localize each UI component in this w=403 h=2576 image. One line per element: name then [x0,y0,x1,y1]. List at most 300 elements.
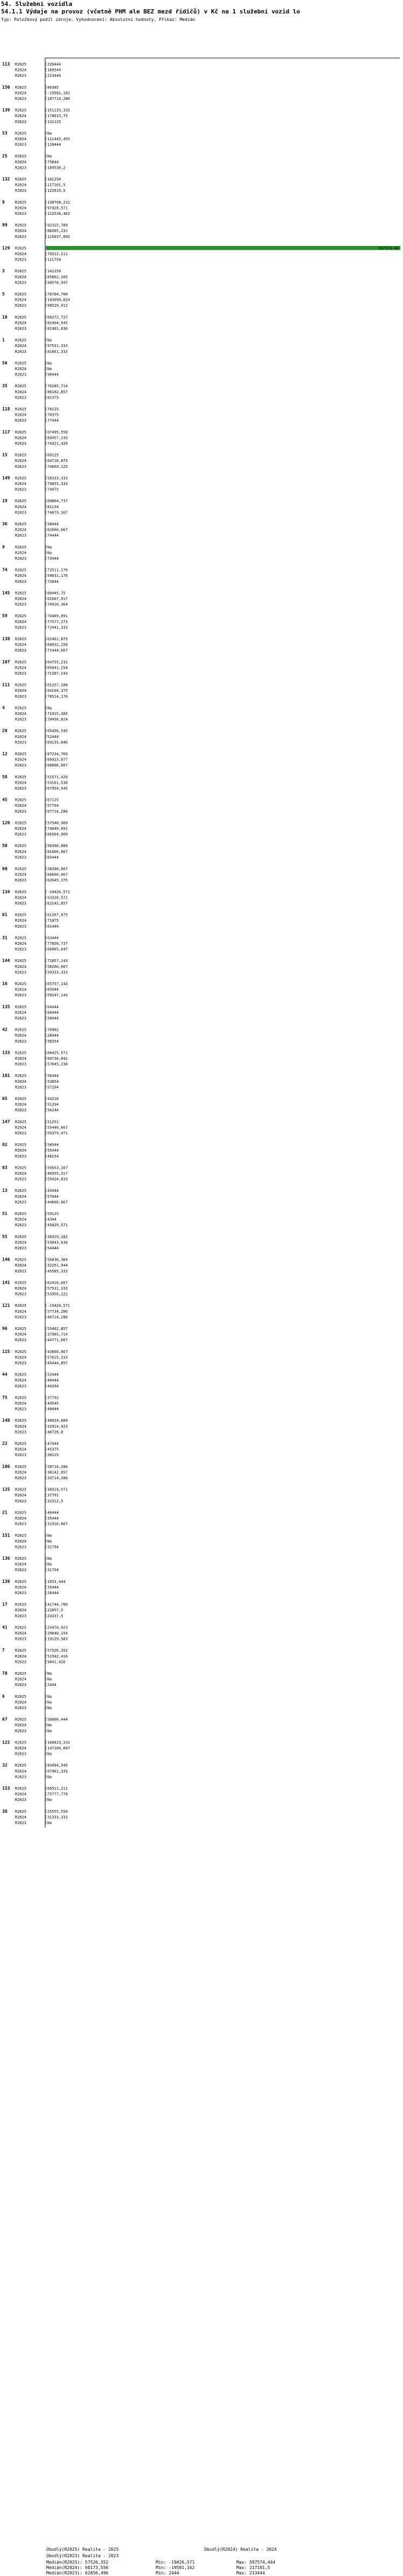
row-label: R2023 [15,1453,27,1458]
value-label: 111445,455 [47,137,70,141]
row-label: R2024 [15,1585,27,1590]
row-label: R2023 [15,717,27,722]
row-label: R2023 [15,1315,27,1320]
value-label: 80385 [47,85,59,90]
value-label: 46444 [47,1378,59,1383]
row-label: R2025 [15,913,27,917]
row-label: R2025 [15,660,27,664]
row-label: R2024 [15,987,27,992]
value-label: 58544 [47,1142,59,1147]
row-label: R2025 [15,1189,27,1193]
group-label: 55 [2,1234,8,1239]
row-label: R2024 [15,274,27,279]
row-label: R2025 [15,476,27,481]
value-label: Na [47,1533,52,1538]
group-label: 16 [2,981,8,986]
group-label: 135 [2,1004,10,1009]
row-label: R2025 [15,1004,27,1009]
row-label: R2023 [15,119,27,124]
value-label: 70514,176 [47,694,68,699]
group-label: 50 [2,843,8,849]
legend-r2025: Úbodlý(R2025) Realita - 2025 [46,2547,119,2552]
row-label: R2023 [15,740,27,745]
row-label: R2024 [15,1263,27,1268]
value-label: 97531,333 [47,344,68,349]
max-r2024: Max: 217101,5 [236,2565,270,2570]
row-label: R2024 [15,1723,27,1728]
group-label: 149 [2,475,10,481]
value-label: 79055,333 [47,482,68,486]
row-label: R2023 [15,464,27,469]
row-label: R2024 [15,389,27,394]
value-label: 69804,737 [47,499,68,504]
value-label: 65456,545 [47,729,68,734]
value-label: 62416,667 [47,1280,68,1285]
row-label: R2025 [15,1648,27,1653]
value-label: 59631,176 [47,574,68,578]
value-label: 51294 [47,1102,59,1107]
row-label: R2024 [15,1562,27,1567]
row-label: R2023 [15,1728,27,1733]
value-label: 37792 [47,1395,59,1400]
row-label: R2024 [15,1102,27,1107]
row-label: R2023 [15,579,27,584]
value-label: Na [47,551,52,555]
group-label: 13 [2,1188,8,1193]
row-label: R2024 [15,918,27,923]
group-label: 117 [2,429,10,435]
value-label: 32312,5 [47,1499,63,1503]
value-label: 62461,875 [47,637,68,641]
row-label: R2025 [15,1372,27,1377]
row-label: R2025 [15,1442,27,1446]
row-label: R2023 [15,1223,27,1228]
value-label: 31916,667 [47,1522,68,1526]
value-label: 68666,667 [47,763,68,768]
value-label: 57794 [47,804,59,808]
value-label: 55444 [47,1148,59,1153]
row-label: R2024 [15,574,27,578]
value-label: 107714,286 [47,97,70,101]
row-label: R2023 [15,1407,27,1412]
value-label: 29040,154 [47,1631,68,1636]
row-label: R2025 [15,200,27,205]
value-label: 55024,833 [47,1177,68,1182]
group-label: 56 [2,360,8,366]
legend-r2023: Úbodlý(R2023) Realita - 2023 [46,2553,119,2558]
row-label: R2025 [15,430,27,435]
value-label: 45829,571 [47,1223,68,1228]
value-label: 77856,737 [47,942,68,946]
row-label: R2025 [15,844,27,849]
value-label: 40444 [47,1510,59,1515]
value-label: 45585,333 [47,1269,68,1273]
row-label: R2024 [15,1516,27,1521]
value-label: 125037,895 [47,234,70,239]
row-label: R2024 [15,1493,27,1498]
value-label: 54444 [47,1246,59,1250]
value-label: 50000,444 [47,1717,68,1722]
value-label: 131125 [47,119,61,124]
value-label: 70910,364 [47,602,68,607]
row-label: R2024 [15,551,27,555]
row-label: R2025 [15,223,27,228]
row-label: R2025 [15,453,27,458]
value-label: 74321,429 [47,442,68,446]
row-label: R2024 [15,1194,27,1199]
row-label: R2024 [15,1125,27,1130]
row-label: R2023 [15,1752,27,1756]
group-label: 31 [2,935,8,940]
group-label: 6 [2,1694,5,1699]
row-label: R2024 [15,504,27,509]
chart-footer [0,2546,403,2575]
row-label: R2025 [15,85,27,90]
row-label: R2023 [15,556,27,561]
value-label: 71444,667 [47,648,68,653]
row-label: R2024 [15,849,27,854]
row-label: R2025 [15,936,27,940]
value-label: 228444 [47,62,61,67]
median-r2023: Medián(R2023): 62856,496 [46,2571,109,2575]
value-label: 60444 [47,1010,59,1015]
value-label: 64104,375 [47,689,68,693]
group-label: 3 [2,269,5,274]
value-label: Na [47,1706,52,1710]
row-label: R2023 [15,1568,27,1573]
value-label: 62645,375 [47,878,68,883]
row-label: R2024 [15,344,27,349]
value-label: 51942,416 [47,1654,68,1659]
value-label: 57540,909 [47,821,68,826]
row-label: R2025 [15,798,27,802]
row-label: R2025 [15,1327,27,1331]
group-label: 129 [2,245,10,251]
value-label: 25555,556 [47,1809,68,1814]
value-label: 38125 [47,1453,59,1458]
row-label: R2025 [15,315,27,320]
row-label: R2023 [15,1384,27,1388]
row-label: R2023 [15,1338,27,1343]
row-label: R2025 [15,637,27,641]
row-label: R2023 [15,1591,27,1595]
value-label: 67495,556 [47,430,68,435]
row-label: R2023 [15,74,27,78]
value-label: Na [47,1798,52,1803]
group-label: 59 [2,613,8,619]
value-label: 56444 [47,1074,59,1079]
row-label: R2024 [15,367,27,371]
row-label: R2025 [15,292,27,296]
row-label: R2025 [15,1464,27,1469]
group-label: 107 [2,659,10,664]
value-label: 60425,571 [47,1051,68,1055]
row-label: R2023 [15,832,27,837]
row-label: R2025 [15,568,27,573]
value-label: 19129,583 [47,1637,68,1641]
row-label: R2025 [15,683,27,688]
row-label: R2024 [15,183,27,187]
value-label: 82375 [47,395,59,400]
row-label: R2023 [15,327,27,331]
value-label: 53956,222 [47,1292,68,1297]
row-label: R2025 [15,1304,27,1308]
group-label: 115 [2,1349,10,1354]
value-label: 60445,75 [47,591,66,596]
value-label: 122538,462 [47,212,70,216]
row-label: R2023 [15,395,27,400]
row-label: R2024 [15,1286,27,1291]
value-label: 71287,143 [47,671,68,676]
row-label: R2025 [15,1487,27,1492]
group-label: 118 [2,407,10,411]
group-label: 15 [2,452,8,458]
value-label: 71857,143 [47,959,68,964]
row-label: R2024 [15,1815,27,1820]
group-label: 151 [2,1533,10,1538]
value-label: 38142,857 [47,1470,68,1475]
row-label: R2025 [15,867,27,871]
row-label: R2023 [15,1200,27,1205]
value-label: 128444 [47,142,61,147]
group-label: 145 [2,590,10,596]
value-label: -19581,162 [47,91,70,96]
value-label: 53101,538 [47,780,68,785]
row-label: R2025 [15,1533,27,1538]
value-label: 73444 [47,556,59,561]
value-label: 151133,333 [47,108,70,113]
row-label: R2025 [15,1051,27,1055]
group-label: 101 [2,1073,10,1079]
value-label: 57645,238 [47,1062,68,1067]
value-label: 76764,706 [47,292,68,296]
value-label: 217101,5 [47,183,66,187]
row-label: R2025 [15,1786,27,1791]
row-label: R2024 [15,1332,27,1337]
row-label: R2023 [15,1085,27,1090]
row-label: R2025 [15,1671,27,1676]
value-label: 36919,571 [47,1487,68,1492]
row-label: R2023 [15,878,27,883]
value-label: 57294 [47,1085,59,1090]
row-label: R2023 [15,1361,27,1365]
row-label: R2025 [15,1349,27,1354]
row-label: R2025 [15,1419,27,1423]
value-label: 31794 [47,1545,59,1550]
row-label: R2024 [15,459,27,464]
value-label: 58444 [47,522,59,526]
value-label: 31333,333 [47,1815,68,1820]
row-label: R2023 [15,1108,27,1113]
row-label: R2025 [15,338,27,343]
row-label: R2025 [15,1395,27,1400]
row-label: R2024 [15,413,27,417]
group-label: 122 [2,1740,10,1745]
row-label: R2025 [15,499,27,504]
value-label: 58266,667 [47,964,68,969]
row-label: R2024 [15,1700,27,1705]
row-label: R2023 [15,189,27,193]
value-label: 52444 [47,734,59,739]
value-label: 58254 [47,1039,59,1044]
row-label: R2023 [15,303,27,308]
row-label: R2025 [15,1142,27,1147]
group-label: 22 [2,1441,8,1446]
value-label: 32914,923 [47,1424,68,1429]
value-label: 76285,714 [47,384,68,389]
group-label: 126 [2,820,10,826]
value-label: 4344 [47,1217,56,1222]
value-label: 81666,667 [47,849,68,854]
group-label: 5 [2,292,5,296]
row-label: R2024 [15,436,27,440]
value-label: 70456,824 [47,717,68,722]
group-label: 146 [2,1257,10,1262]
group-label: 75 [2,1395,8,1400]
value-label: 61267,875 [47,913,68,917]
max-r2025: Max: 597574,444 [236,2560,276,2565]
row-label: R2023 [15,1430,27,1435]
value-label: 63444 [47,936,59,940]
row-label: R2024 [15,780,27,785]
value-label: 147166,667 [47,1746,70,1750]
row-label: R2024 [15,91,27,96]
value-label: 51251 [47,1119,59,1124]
value-label: 189544 [47,68,61,73]
value-label: 28444 [47,1033,59,1038]
row-label: R2025 [15,1717,27,1722]
value-label: 57734,286 [47,1309,68,1314]
min-r2024: Min: -19581,162 [156,2565,195,2570]
value-label: 44294 [47,1384,59,1388]
group-label: 42 [2,1027,8,1032]
value-label: 69125 [47,453,59,458]
value-label: 48154 [47,1154,59,1159]
row-label: R2024 [15,1148,27,1153]
value-label: 53328,571 [47,895,68,900]
row-label: R2024 [15,1217,27,1222]
row-label: R2024 [15,527,27,532]
row-label: R2025 [15,407,27,411]
value-label: Na [47,706,52,711]
row-label: R2023 [15,602,27,607]
row-label: R2023 [15,1131,27,1135]
row-label: R2024 [15,68,27,73]
value-label: Na [47,154,52,159]
group-label: 36 [2,522,8,526]
value-label: 74879,167 [47,510,68,515]
value-label: 97428,571 [47,206,68,211]
row-label: R2024 [15,1539,27,1544]
group-label: 38 [2,1808,8,1814]
row-label: R2025 [15,522,27,526]
row-label: R2024 [15,1654,27,1659]
row-label: R2025 [15,154,27,159]
group-label: 8 [2,199,5,205]
value-label: 59247,143 [47,993,68,998]
group-label: 9 [2,544,5,549]
value-label: Na [47,1723,52,1728]
row-label: R2025 [15,361,27,366]
group-label: 125 [2,1487,10,1492]
group-label: 1 [2,337,5,343]
value-label: 92315,789 [47,223,68,228]
value-label: 44771,667 [47,1338,68,1343]
value-label: 75777,778 [47,1792,68,1797]
row-label: R2023 [15,234,27,239]
row-label: R2023 [15,487,27,492]
value-label: 83494,545 [47,1763,68,1768]
value-label: 160833,333 [47,1740,70,1745]
row-label: R2023 [15,993,27,998]
value-label: 71915,385 [47,712,68,716]
value-label: Na [47,131,52,136]
row-label: R2025 [15,177,27,182]
row-label: R2025 [15,131,27,136]
row-label: R2023 [15,1613,27,1618]
value-label: 44666,667 [47,1200,68,1205]
value-label: 74469,091 [47,614,68,619]
value-label: 51571,429 [47,775,68,779]
value-label: 55653,167 [47,1166,68,1170]
row-label: R2024 [15,942,27,946]
value-label: 64718,875 [47,459,68,464]
value-label: -19426,571 [47,889,70,894]
bar [46,246,400,250]
row-label: R2025 [15,1027,27,1032]
value-label: 45375 [47,1447,59,1452]
row-label: R2024 [15,895,27,900]
chapter-title: 54. Služební vozidla [1,1,73,8]
value-label: 98529,412 [47,303,68,308]
row-label: R2024 [15,689,27,693]
value-label: 67954,545 [47,786,68,791]
row-label: R2023 [15,165,27,170]
median-r2025: Medián(R2025): 57526,352 [46,2560,109,2565]
group-label: 7 [2,1648,5,1653]
row-label: R2025 [15,959,27,964]
row-label: R2023 [15,1775,27,1779]
group-label: 60 [2,866,8,871]
row-label: R2023 [15,1637,27,1641]
value-label: 64755,231 [47,660,68,664]
value-label: Na [47,1700,52,1705]
value-label: 57531,333 [47,1286,68,1291]
group-label: 4 [2,705,5,711]
value-label: 62666,667 [47,527,68,532]
value-label: 1653,444 [47,1579,66,1584]
row-label: R2024 [15,298,27,302]
row-label: R2023 [15,1476,27,1480]
row-label: R2023 [15,212,27,216]
row-label: R2024 [15,1746,27,1750]
group-label: 148 [2,1418,10,1423]
row-label: R2023 [15,1545,27,1550]
row-label: R2023 [15,1821,27,1825]
row-label: R2025 [15,1257,27,1262]
row-label: R2023 [15,1062,27,1067]
row-label: R2025 [15,1579,27,1584]
value-label: 40624,889 [47,1419,68,1423]
value-label: 37985,714 [47,1332,68,1337]
group-label: 83 [2,1165,8,1170]
group-label: 132 [2,177,10,182]
group-label: 134 [2,889,10,894]
row-label: R2025 [15,269,27,274]
row-label: R2025 [15,246,27,251]
value-label: 59333,333 [47,970,68,975]
value-label: Na [47,367,52,371]
